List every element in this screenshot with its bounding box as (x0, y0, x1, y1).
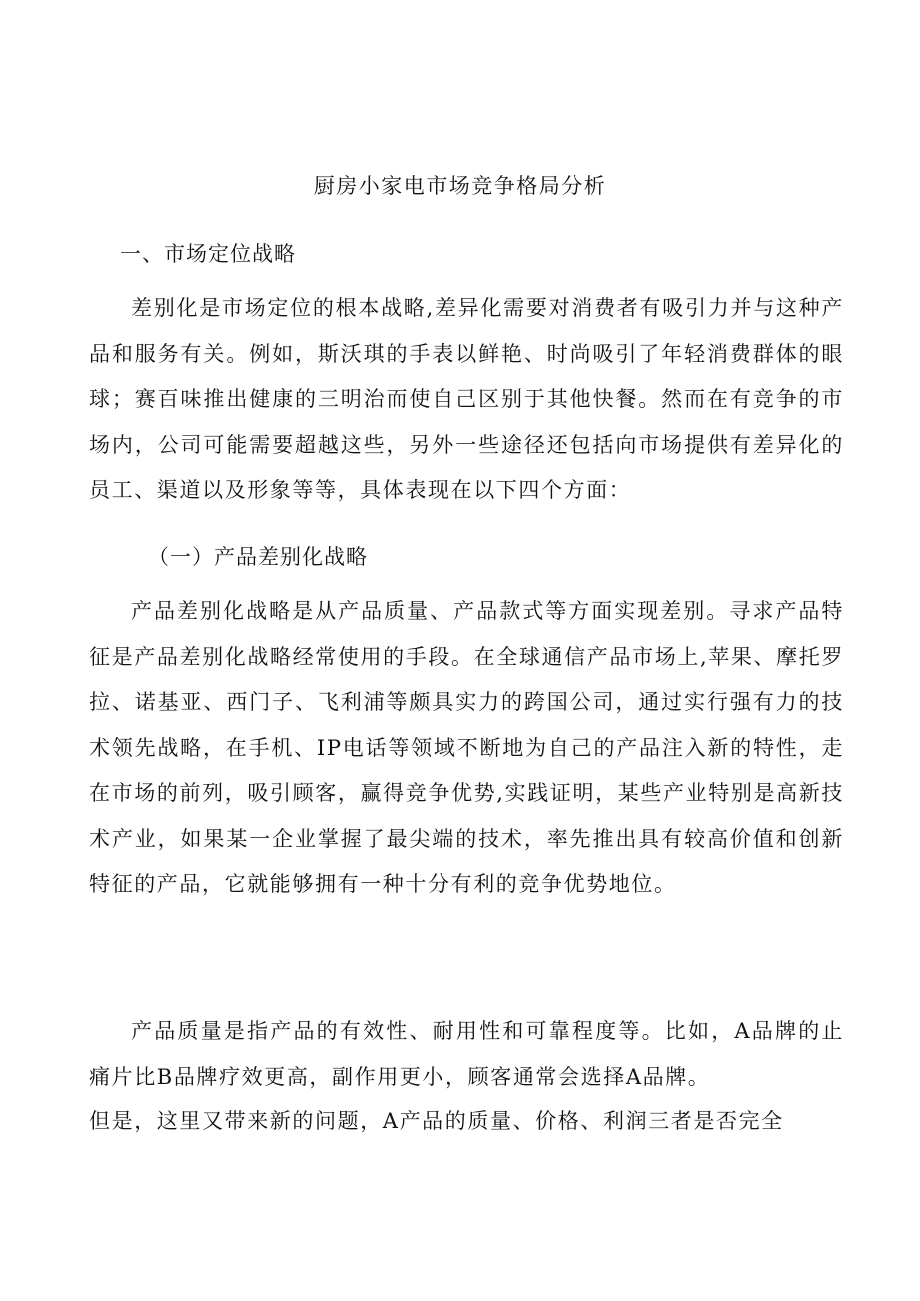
paragraph-product-quality: 产品质量是指产品的有效性、耐用性和可靠程度等。比如，A品牌的止痛片比B品牌疗效更高，副作用更小，顾客通常会选择A品牌。 (89, 1019, 844, 1089)
paragraph-product-differentiation: 产品差别化战略是从产品质量、产品款式等方面实现差别。寻求产品特征是产品差别化战略经常使用的手段。在全球通信产品市场上,苹果、摩托罗拉、诺基亚、西门子、飞利浦等颇具实力的跨国公司，通过实行强有力的技术领先战略，在手机、IP电话等领域不断地为自己的产品注入新的特性，走在市场的前列，吸引顾客，赢得竞争优势,实践证明，某些产业特别是高新技术产业，如果某一企业掌握了最尖端的技术，率先推出具有较高价值和创新特征的产品，它就能够拥有一种十分有利的竞争优势地位。 (89, 599, 844, 896)
subsection-heading-product-differentiation: （一）产品差别化战略 (148, 545, 368, 569)
paragraph-differentiation-intro: 差别化是市场定位的根本战略,差异化需要对消费者有吸引力并与这种产品和服务有关。例如，斯沃琪的手表以鲜艳、时尚吸引了年轻消费群体的眼球；赛百味推出健康的三明治而使自己区别于其他快餐。然而在有竞争的市场内，公司可能需要超越这些，另外一些途径还包括向市场提供有差异化的员工、渠道以及形象等等，具体表现在以下四个方面： (89, 296, 844, 502)
document-title: 厨房小家电市场竞争格局分析 (313, 174, 607, 198)
section-heading-market-positioning: 一、市场定位战略 (120, 242, 296, 266)
paragraph-continuation: 但是，这里又带来新的问题，A产品的质量、价格、利润三者是否完全 (89, 1109, 784, 1133)
